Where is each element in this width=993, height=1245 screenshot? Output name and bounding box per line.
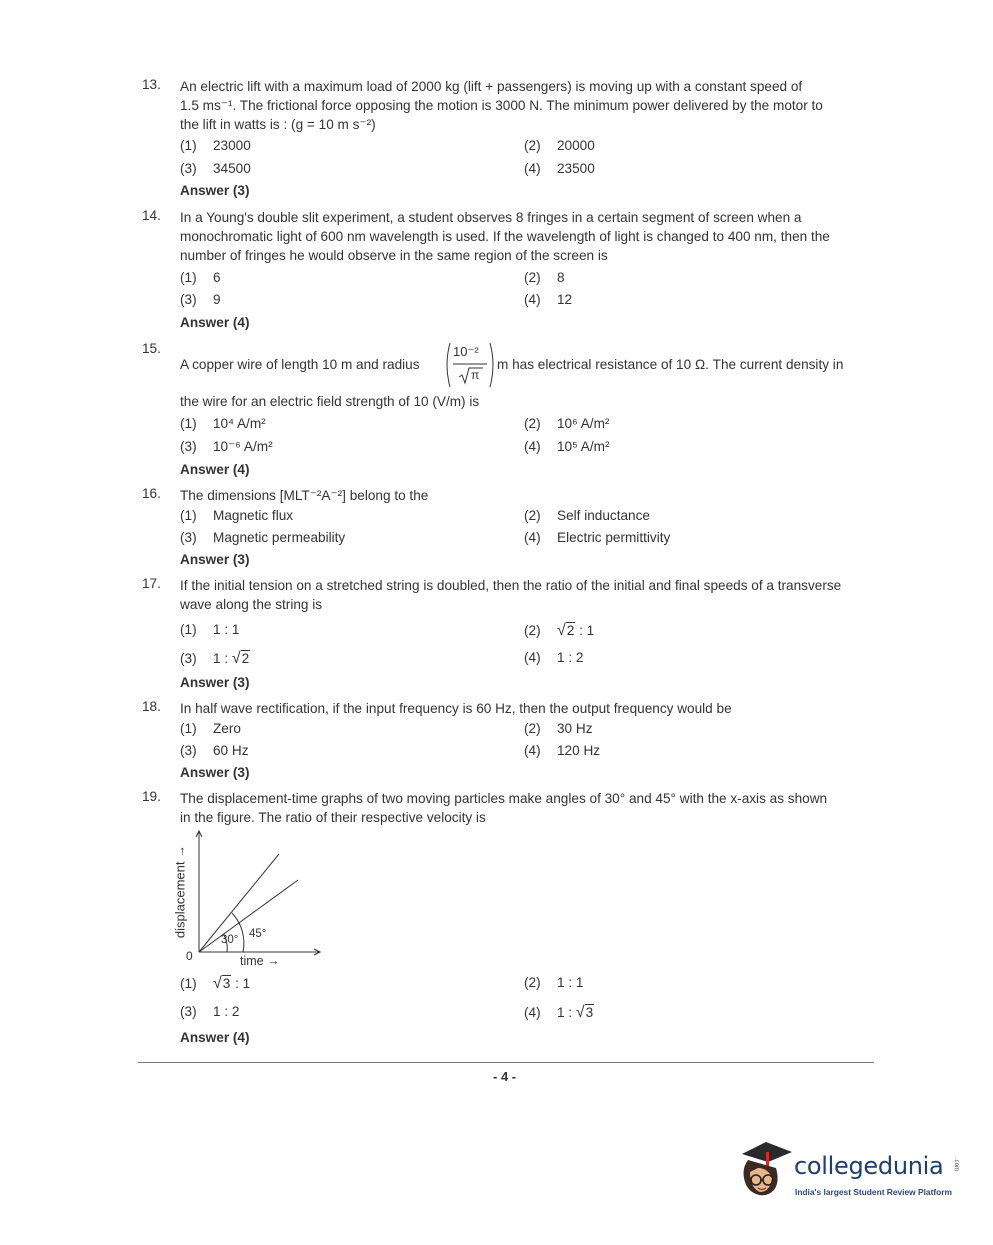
option-text: 8 (557, 270, 565, 285)
option-number: (1) (180, 508, 197, 523)
option-text: √2 : 1 (557, 622, 595, 639)
option-4 (524, 650, 583, 665)
option-text: 1 : 1 (557, 975, 584, 990)
option-2 (524, 508, 650, 523)
graph-svg (172, 829, 332, 969)
option-text: 30 Hz (557, 721, 593, 736)
text-line: in the figure. The ratio of their respective velocity is (180, 810, 486, 825)
option-3 (180, 161, 251, 176)
brand-tagline: India's largest Student Review Platform (795, 1187, 952, 1197)
option-text: Electric permittivity (557, 530, 671, 545)
radius-fraction (443, 341, 497, 389)
option-1 (180, 270, 221, 285)
option-number: (2) (524, 416, 541, 431)
origin-label: 0 (186, 949, 193, 963)
option-number: (1) (180, 721, 197, 736)
option-2 (524, 975, 583, 990)
brand-name: collegedunia (794, 1152, 944, 1180)
angle-45-label: 45° (249, 928, 267, 940)
option-text: 1 : 1 (213, 622, 240, 637)
option-1 (180, 622, 239, 637)
angle-30-label: 30° (221, 934, 239, 946)
question-text (180, 699, 873, 718)
option-1 (180, 975, 250, 993)
option-text: 1 : √2 (213, 650, 250, 667)
option-2 (524, 270, 565, 285)
question-text (180, 576, 873, 614)
x-axis-label: time → (240, 954, 280, 968)
option-number: (2) (524, 138, 541, 153)
text-line: the lift in watts is : (g = 10 m s⁻²) (180, 117, 376, 132)
option-4 (524, 161, 595, 176)
option-text: Zero (213, 721, 241, 736)
answer: Answer (3) (180, 765, 250, 780)
option-number: (4) (524, 439, 541, 454)
brand-com: .com (953, 1158, 959, 1172)
option-4 (524, 1004, 594, 1022)
option-3 (180, 1004, 239, 1019)
question-text (180, 77, 873, 134)
text-line: In half wave rectification, if the input frequency is 60 Hz, then the output frequency would be (180, 701, 732, 716)
option-text: 12 (557, 292, 573, 307)
sqrt-symbol: √2 (557, 622, 575, 639)
option-number: (4) (524, 292, 541, 307)
option-1 (180, 138, 251, 153)
option-text: 120 Hz (557, 743, 601, 758)
option-number: (3) (180, 651, 197, 666)
option-text: Magnetic permeability (213, 530, 346, 545)
option-3 (180, 743, 249, 758)
option-text: 10⁴ A/m² (213, 416, 266, 431)
option-number: (1) (180, 976, 197, 991)
text-line: In a Young's double slit experiment, a student observes 8 fringes in a certain segment of screen when a (180, 210, 802, 225)
option-text: 1 : 2 (213, 1004, 240, 1019)
question-text-start: A copper wire of length 10 m and radius (180, 357, 420, 372)
sqrt-symbol: √2 (231, 650, 250, 667)
option-number: (2) (524, 508, 541, 523)
footer-divider (138, 1062, 874, 1063)
option-number: (4) (524, 161, 541, 176)
question-text (180, 208, 873, 265)
option-number: (4) (524, 530, 541, 545)
fraction-denominator: π (471, 368, 480, 382)
option-text: 10⁶ A/m² (557, 416, 610, 431)
question-text-line: the wire for an electric field strength of 10 (V/m) is (180, 394, 480, 409)
text-line: An electric lift with a maximum load of 2000 kg (lift + passengers) is moving up with a constant speed of (180, 79, 803, 94)
option-text: √3 : 1 (213, 975, 251, 992)
question-number: 16. (142, 486, 161, 501)
option-2 (524, 138, 595, 153)
option-2 (524, 416, 609, 431)
option-text: 23500 (557, 161, 595, 176)
option-3 (180, 530, 345, 545)
question-text (180, 486, 873, 505)
answer: Answer (3) (180, 552, 250, 567)
option-1 (180, 508, 293, 523)
sqrt-symbol: √3 (575, 1004, 594, 1021)
option-text: 10⁵ A/m² (557, 439, 610, 454)
option-number: (1) (180, 416, 197, 431)
option-text: 34500 (213, 161, 251, 176)
answer: Answer (3) (180, 183, 250, 198)
option-2 (524, 721, 593, 736)
option-4 (524, 743, 600, 758)
question-number: 15. (142, 341, 161, 356)
option-text: 23000 (213, 138, 251, 153)
displacement-time-graph (172, 829, 332, 969)
option-number: (2) (524, 623, 541, 638)
option-number: (4) (524, 1005, 541, 1020)
page-number: - 4 - (493, 1069, 517, 1084)
option-number: (3) (180, 292, 197, 307)
y-axis-label: displacement → (172, 844, 188, 939)
option-number: (1) (180, 138, 197, 153)
option-text: 1 : √3 (557, 1004, 594, 1021)
option-text: 10⁻⁶ A/m² (213, 439, 273, 454)
question-text-end: m has electrical resistance of 10 Ω. The current density in (497, 357, 844, 372)
option-number: (3) (180, 439, 197, 454)
collegedunia-logo[interactable] (736, 1138, 966, 1208)
option-number: (3) (180, 743, 197, 758)
answer: Answer (3) (180, 675, 250, 690)
option-3 (180, 650, 250, 668)
option-2 (524, 622, 594, 640)
angle-arc-45 (232, 913, 244, 952)
option-4 (524, 292, 572, 307)
text-line: number of fringes he would observe in the same region of the screen is (180, 248, 608, 263)
option-1 (180, 721, 241, 736)
question-number: 18. (142, 699, 161, 714)
option-text: 20000 (557, 138, 595, 153)
question-number: 14. (142, 208, 161, 223)
fraction-numerator: 10⁻² (453, 344, 479, 359)
option-number: (2) (524, 721, 541, 736)
option-text: 9 (213, 292, 221, 307)
text-line: The displacement-time graphs of two moving particles make angles of 30° and 45° with the x-axis as shown (180, 791, 828, 806)
option-3 (180, 439, 273, 455)
text-line: 1.5 ms⁻¹. The frictional force opposing the motion is 3000 N. The minimum power delivered by the motor to (180, 98, 823, 113)
option-number: (3) (180, 1004, 197, 1019)
question-text (180, 789, 873, 827)
option-3 (180, 292, 221, 307)
option-text: Magnetic flux (213, 508, 294, 523)
mascot-icon (736, 1138, 796, 1208)
option-text: 60 Hz (213, 743, 249, 758)
option-text: 1 : 2 (557, 650, 584, 665)
option-number: (2) (524, 975, 541, 990)
option-4 (524, 530, 670, 545)
option-number: (2) (524, 270, 541, 285)
sqrt-symbol: √3 (213, 975, 231, 992)
text-line: wave along the string is (180, 597, 323, 612)
option-text: Self inductance (557, 508, 650, 523)
answer: Answer (4) (180, 1030, 250, 1045)
question-number: 17. (142, 576, 161, 591)
option-number: (1) (180, 270, 197, 285)
option-text: 6 (213, 270, 221, 285)
option-4 (524, 439, 609, 454)
option-number: (4) (524, 743, 541, 758)
question-number: 19. (142, 789, 161, 804)
option-number: (4) (524, 650, 541, 665)
text-line: monochromatic light of 600 nm wavelength is used. If the wavelength of light is changed to 400 nm, then the (180, 229, 830, 244)
text-line: If the initial tension on a stretched string is doubled, then the ratio of the initial and final speeds of a transverse (180, 578, 842, 593)
option-number: (3) (180, 530, 197, 545)
option-number: (3) (180, 161, 197, 176)
text-line: The dimensions [MLT⁻²A⁻²] belong to the (180, 488, 429, 503)
answer: Answer (4) (180, 315, 250, 330)
option-1 (180, 416, 266, 431)
question-number: 13. (142, 77, 161, 92)
option-number: (1) (180, 622, 197, 637)
answer: Answer (4) (180, 462, 250, 477)
